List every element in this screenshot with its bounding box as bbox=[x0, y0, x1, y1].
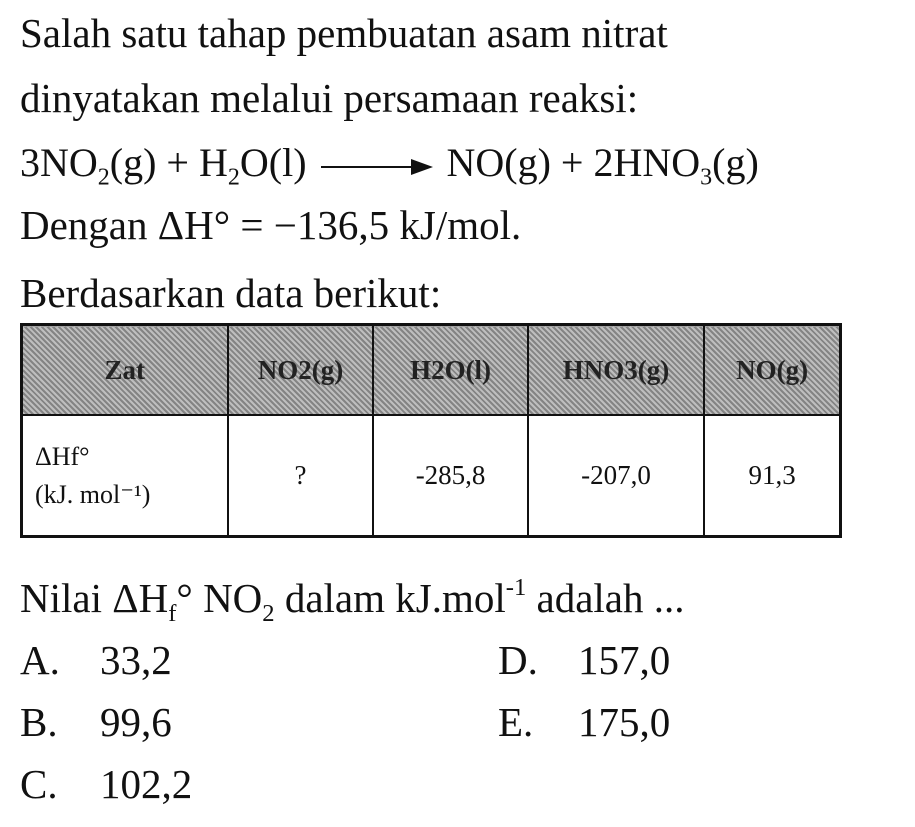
question-sub-2: 2 bbox=[262, 599, 275, 627]
intro-text-line-1: Salah satu tahap pembuatan asam nitrat bbox=[20, 10, 668, 56]
reaction-equation bbox=[20, 138, 759, 202]
eq-rhs-sub: 3 bbox=[700, 164, 713, 191]
table-header-row bbox=[22, 325, 841, 416]
question-sub-f: f bbox=[168, 599, 177, 627]
answer-option-a[interactable] bbox=[20, 635, 172, 685]
question-part-3: dalam kJ.mol bbox=[274, 575, 506, 622]
table-header-cell: NO2(g) bbox=[228, 325, 374, 416]
question-part-4: adalah ... bbox=[526, 575, 685, 622]
table-cell: -285,8 bbox=[373, 415, 527, 537]
eq-lhs-h2o-sub: 2 bbox=[227, 164, 240, 191]
option-letter: A. bbox=[20, 637, 60, 683]
eq-lhs-no2-sub: 2 bbox=[97, 164, 110, 191]
question-sup: -1 bbox=[505, 574, 527, 601]
answer-option-d[interactable] bbox=[498, 635, 670, 685]
option-value: 175,0 bbox=[578, 699, 671, 745]
table-row bbox=[22, 415, 841, 537]
row-label-unit: (kJ. mol⁻¹) bbox=[35, 479, 151, 509]
table-cell: -207,0 bbox=[528, 415, 704, 537]
option-value: 33,2 bbox=[100, 637, 172, 683]
option-value: 102,2 bbox=[100, 761, 193, 807]
table-header-cell: HNO3(g) bbox=[528, 325, 704, 416]
question-part-1: Nilai ΔH bbox=[20, 575, 169, 622]
answer-option-c[interactable] bbox=[20, 759, 192, 809]
eq-lhs-state: (g) + H bbox=[109, 140, 228, 185]
row-label-symbol: ΔHf° bbox=[35, 441, 90, 471]
eq-rhs: NO(g) + 2HNO bbox=[446, 140, 701, 185]
answer-option-b[interactable] bbox=[20, 697, 172, 747]
enthalpy-data-table bbox=[20, 323, 842, 538]
data-intro-text: Berdasarkan data berikut: bbox=[20, 270, 442, 316]
row-label-cell bbox=[22, 415, 228, 537]
question-part-2: ° NO bbox=[176, 575, 263, 622]
reaction-arrow-icon bbox=[321, 157, 433, 177]
question-text bbox=[20, 563, 685, 639]
option-letter: E. bbox=[498, 699, 534, 745]
answer-option-e[interactable] bbox=[498, 697, 670, 747]
eq-lhs-no2: 3NO bbox=[20, 140, 98, 185]
option-letter: B. bbox=[20, 699, 58, 745]
table-cell: 91,3 bbox=[704, 415, 840, 537]
table-cell: ? bbox=[228, 415, 374, 537]
enthalpy-statement: Dengan ΔH° = −136,5 kJ/mol. bbox=[20, 202, 522, 248]
intro-text-line-2: dinyatakan melalui persamaan reaksi: bbox=[20, 75, 639, 121]
option-letter: C. bbox=[20, 761, 58, 807]
table-header-cell: NO(g) bbox=[704, 325, 840, 416]
table-header-cell: Zat bbox=[22, 325, 228, 416]
option-letter: D. bbox=[498, 637, 538, 683]
eq-lhs-h2o-state: O(l) bbox=[239, 140, 307, 185]
eq-rhs-state: (g) bbox=[712, 140, 759, 185]
option-value: 99,6 bbox=[100, 699, 172, 745]
option-value: 157,0 bbox=[578, 637, 671, 683]
table-header-cell: H2O(l) bbox=[373, 325, 527, 416]
